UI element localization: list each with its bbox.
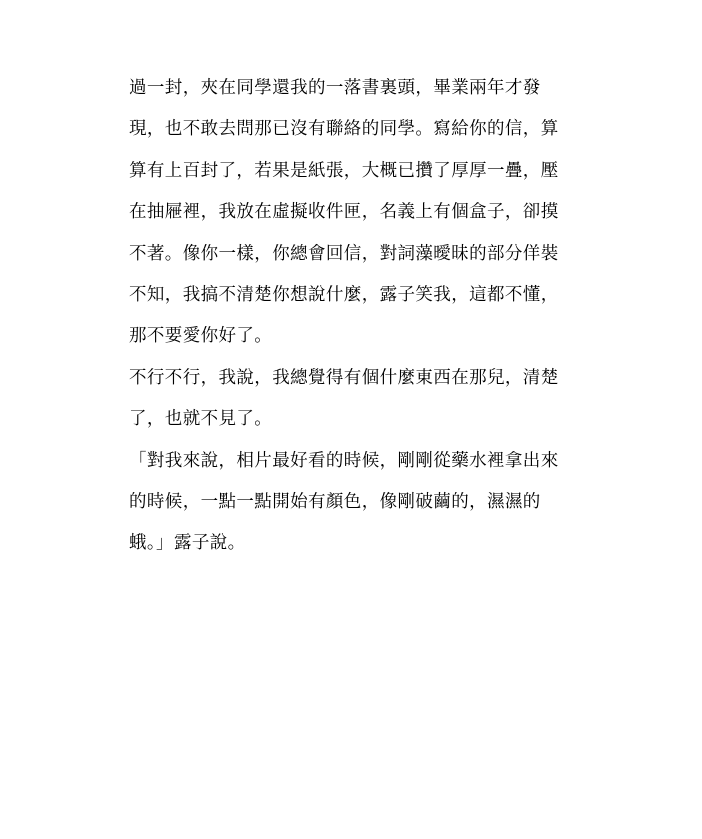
text-line: 蛾。」露子說。: [129, 533, 246, 554]
text-line: 不知，我搞不清楚你想說什麼，露子笑我，這都不懂，: [129, 284, 559, 305]
text-line: 算有上百封了，若果是紙張，大概已攢了厚厚一疊，壓: [129, 160, 559, 181]
text-line: 「對我來說，相片最好看的時候，剛剛從藥水裡拿出來: [129, 450, 559, 471]
text-line: 了，也就不見了。: [129, 409, 273, 430]
text-line: 過一封，夾在同學還我的一落書裏頭，畢業兩年才發: [129, 78, 541, 98]
text-line: 那不要愛你好了。: [129, 326, 273, 347]
text-line: 不行不行，我說，我總覺得有個什麼東西在那兒，清楚: [129, 367, 559, 388]
text-line: 的時候，一點一點開始有顏色，像剛破繭的，濕濕的: [129, 491, 541, 512]
text-line: 現，也不敢去問那已沒有聯絡的同學。寫給你的信，算: [129, 119, 559, 140]
text-line: 在抽屜裡，我放在虛擬收件匣，名義上有個盒子，卻摸: [129, 202, 559, 223]
body-text: [129, 68, 579, 565]
text-line: 不著。像你一樣，你總會回信，對詞藻曖昧的部分佯裝: [129, 243, 559, 264]
